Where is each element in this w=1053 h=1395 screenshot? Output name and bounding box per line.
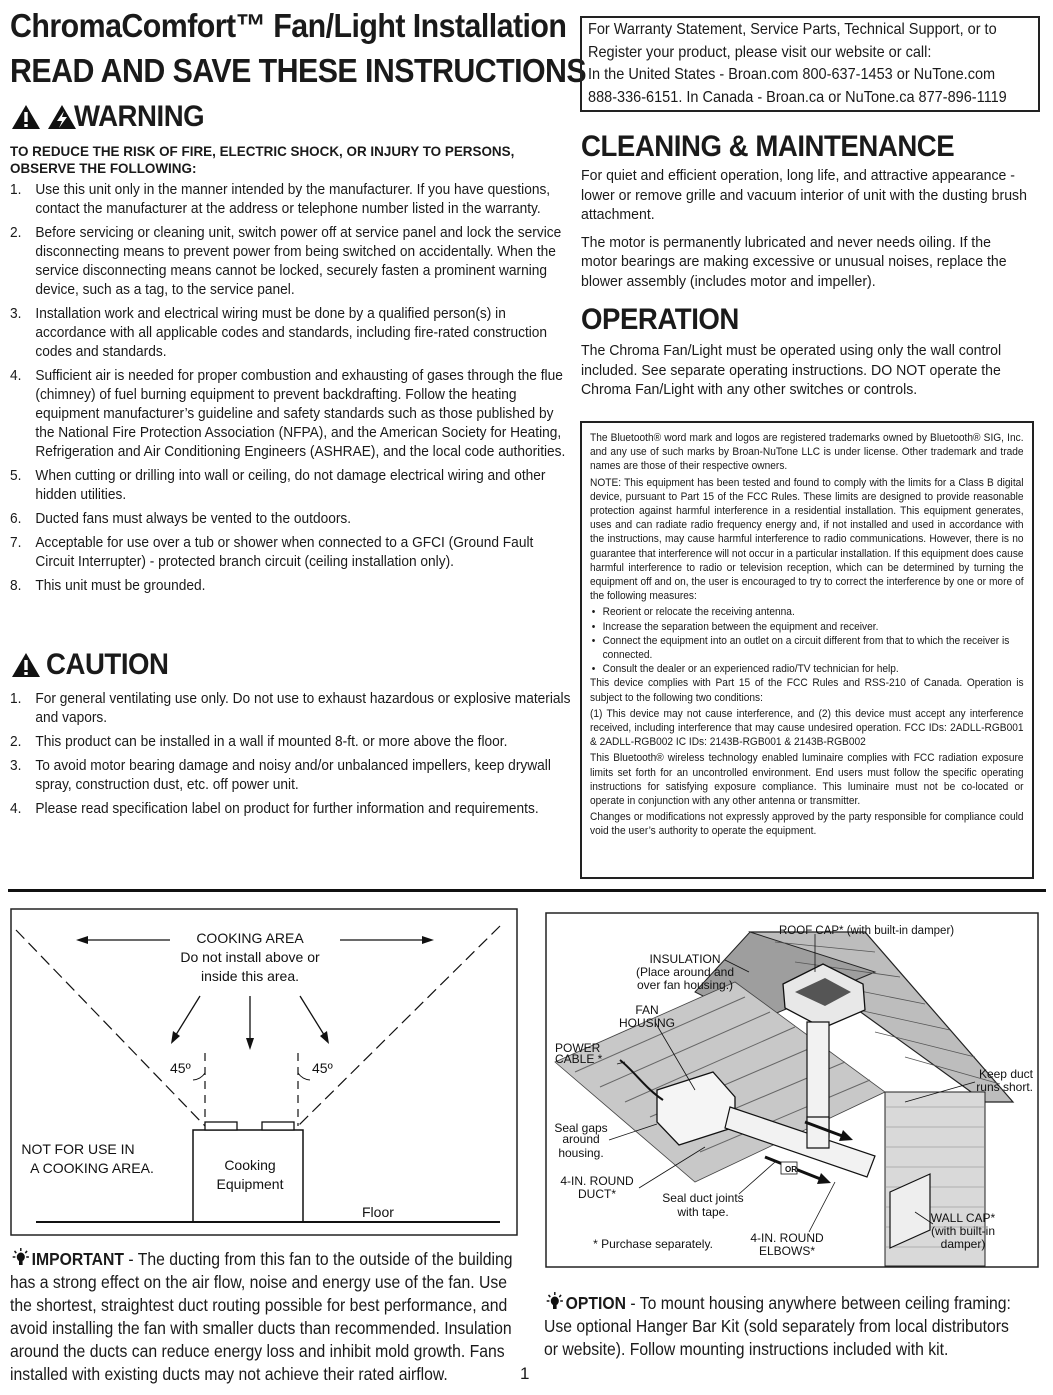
or-label: OR xyxy=(785,1165,797,1174)
seal-joints-label-2: with tape. xyxy=(677,1205,729,1219)
option-line-2: Use optional Hanger Bar Kit (sold separately from local distributors xyxy=(544,1316,1009,1336)
keep-duct-label-2: runs short. xyxy=(976,1080,1033,1094)
important-line-1 xyxy=(10,1248,514,1271)
warning-item xyxy=(10,181,573,219)
warning-item-text: When cutting or drilling into wall or ceiling, do not damage electrical wiring and other hidden utilities. xyxy=(35,468,546,503)
fcc-trademark: The Bluetooth® word mark and logos are registered trademarks owned by Bluetooth® SIG, Inc. and any use of such marks by Broan-NuTone LLC is under license. Other trademark and trade names are those of their respective owners. xyxy=(590,432,1024,473)
warning-item-number: 6. xyxy=(10,511,22,527)
elbows-label-2: ELBOWS* xyxy=(758,1244,816,1258)
seal-joints-label: Seal duct joints xyxy=(662,1191,744,1205)
document-title: ChromaComfort™ Fan/Light Installation xyxy=(10,7,567,44)
fcc-changes: Changes or modifications not expressly approved by the party responsible for compliance could void the user’s authority to operate the equipment. xyxy=(590,811,1024,838)
warning-section xyxy=(10,100,566,601)
elbows-label: 4-IN. ROUND xyxy=(750,1231,824,1245)
equipment-label-2: Equipment xyxy=(216,1176,284,1192)
caution-item-number: 1. xyxy=(10,691,22,707)
cleaning-para-2: The motor is permanently lubricated and never needs oiling. If the motor bearings are making excessive or unusual noises, replace the blower assembly (includes motor and impeller). xyxy=(581,233,1007,290)
caution-item-number: 2. xyxy=(10,734,22,750)
fcc-compliance: This device complies with Part 15 of the FCC Rules and RSS-210 of Canada. Operation is subject to the following two conditions: xyxy=(590,677,1024,704)
angle-right-label: 45º xyxy=(312,1060,333,1076)
fcc-note: NOTE: This equipment has been tested and found to comply with the limits for a Class B digital device, pursuant to Part 15 of the FCC Rules. These limits are designed to provide reasonable protection against harmful interference in a residential installation. This equipment generates, uses and can radiate radio frequency energy and, if not installed and used in accordance with the instructions, may cause harmful interference to radio communications. However, there is no guarantee that interference will not occur in a particular installation. If this equipment does cause harmful interference to radio or television reception, which can be determined by turning the equipment off and on, the user is encouraged to try to correct the interference by one or more of the following measures: xyxy=(590,476,1024,603)
caution-item xyxy=(10,800,573,819)
warning-item-text: Before servicing or cleaning unit, switch power off at service panel and lock the service disconnecting means to prevent power from being switched on accidentally. When the service disconnecting means cannot be locked, securely fasten a prominent warning device, such as a tag, to the service panel. xyxy=(35,225,562,298)
cleaning-heading: CLEANING & MAINTENANCE xyxy=(581,130,955,163)
option-text: - To mount housing anywhere between ceiling framing: xyxy=(625,1293,1011,1313)
cleaning-section xyxy=(581,130,1031,299)
contact-line: 888-336-6151. In Canada - Broan.ca or NuTone.ca 877-896-1119 xyxy=(588,88,1007,106)
not-for-use-label-2: A COOKING AREA. xyxy=(30,1160,154,1176)
purchase-label: * Purchase separately. xyxy=(593,1237,713,1251)
warning-item-number: 1. xyxy=(10,182,22,198)
important-line-4: avoid installing the fan with smaller ducts than recommended. Insulation xyxy=(10,1318,512,1338)
fcc-measure: • Reorient or relocate the receiving antenna. xyxy=(590,605,1036,619)
warning-item-number: 7. xyxy=(10,535,22,551)
fcc-measure: • Consult the dealer or an experienced radio/TV technician for help. xyxy=(590,662,1036,676)
caution-heading xyxy=(10,648,550,682)
installation-diagram xyxy=(545,912,1039,1268)
insulation-label-2: (Place around and xyxy=(635,965,735,979)
warning-item xyxy=(10,467,573,505)
warning-item-text: This unit must be grounded. xyxy=(35,578,206,594)
cooking-area-diagram xyxy=(10,908,518,1236)
caution-item-number: 3. xyxy=(10,758,22,774)
warning-item-number: 2. xyxy=(10,225,22,241)
caution-item-number: 4. xyxy=(10,801,22,817)
seal-gaps-label: Seal gaps xyxy=(554,1121,608,1135)
document-subtitle: READ AND SAVE THESE INSTRUCTIONS xyxy=(10,52,587,89)
warning-heading-text: WARNING xyxy=(74,100,205,133)
caution-triangle-icon xyxy=(10,651,42,679)
section-divider xyxy=(8,889,1046,892)
fcc-measure: • Increase the separation between the equipment and receiver. xyxy=(590,620,1036,634)
caution-item-text: This product can be installed in a wall if mounted 8-ft. or more above the floor. xyxy=(35,734,508,750)
warning-item xyxy=(10,577,573,596)
important-label: IMPORTANT xyxy=(31,1249,125,1269)
warning-item xyxy=(10,367,573,462)
fcc-measures xyxy=(590,605,1024,676)
warning-subheading: TO REDUCE THE RISK OF FIRE, ELECTRIC SHOCK, OR INJURY TO PERSONS, OBSERVE THE FOLLOWING: xyxy=(10,143,515,176)
fan-housing-label-2: HOUSING xyxy=(618,1016,676,1030)
fcc-measure: • Connect the equipment into an outlet on a circuit different from that to which the receiver is connected. xyxy=(590,634,1036,662)
caution-section xyxy=(10,648,571,824)
warning-item-text: Installation work and electrical wiring must be done by a qualified person(s) in accordance with all applicable codes and standards, including fire-rated construction codes and standards. xyxy=(35,306,548,360)
important-line-6: installed with existing ducts may not achieve their rated airflow. xyxy=(10,1364,448,1384)
warning-heading xyxy=(10,100,550,134)
contact-line: For Warranty Statement, Service Parts, Technical Support, or to xyxy=(588,21,997,38)
option-line-1 xyxy=(544,1292,1011,1315)
important-line-3: the shortest, straightest duct routing possible for best performance, and xyxy=(10,1295,508,1315)
caution-heading-text: CAUTION xyxy=(46,648,169,681)
fcc-conditions: (1) This device may not cause interference, and (2) this device must accept any interference received, including interference that may cause undesired operation. FCC IDs: 2ADLL-RGB001 & 2ADLL-RGB002 IC IDs: 2143B-RGB001 & 2143B-RGB002 xyxy=(590,707,1024,749)
warning-item-number: 3. xyxy=(10,306,22,322)
roof-cap-label: ROOF CAP* (with built-in damper) xyxy=(779,925,955,937)
warning-item-text: Acceptable for use over a tub or shower when connected to a GFCI (Ground Fault Circuit Interrupter) - protected branch circuit (ceiling installation only). xyxy=(35,535,534,570)
fcc-exposure: This Bluetooth® wireless technology enabled luminaire complies with FCC radiation exposure limits set forth for an uncontrolled environment. End users must follow the specific operating instructions for satisfying exposure compliance. This luminaire must not be co-located or operate in conjunction with any other antenna or transmitter. xyxy=(590,752,1024,808)
wall-cap-label-3: damper) xyxy=(940,1237,986,1251)
cooking-area-warning-2: inside this area. xyxy=(200,968,300,984)
operation-para: The Chroma Fan/Light must be operated using only the wall control included. See separate operating instructions. DO NOT operate the Chroma Fan/Light with any other switches or controls. xyxy=(581,342,1002,398)
contact-box xyxy=(580,16,1040,112)
wall-cap-label: WALL CAP* xyxy=(930,1211,996,1225)
seal-gaps-label-3: housing. xyxy=(558,1146,604,1160)
page-number: 1 xyxy=(520,1364,530,1383)
operation-section xyxy=(581,303,1031,408)
important-line-2: has a strong effect on the air flow, noise and energy use of the fan. Use xyxy=(10,1272,508,1292)
cleaning-para-1: For quiet and efficient operation, long life, and attractive appearance - lower or remove grille and vacuum interior of unit with the dusting brush attachment. xyxy=(581,167,1027,223)
caution-item xyxy=(10,733,573,752)
elbow-shape xyxy=(807,1117,829,1148)
warning-triangle-icon xyxy=(10,103,42,131)
burner-left xyxy=(205,1122,237,1130)
important-note xyxy=(10,1248,570,1386)
angle-left-label: 45º xyxy=(170,1060,191,1076)
fcc-notice-box xyxy=(580,421,1034,879)
lightbulb-icon xyxy=(10,1248,32,1268)
seal-gaps-label-2: around xyxy=(562,1132,600,1146)
important-line-5: around the ducts can reduce energy loss and inhibit mold growth. Fans xyxy=(10,1341,505,1361)
fan-housing-label: FAN xyxy=(635,1003,659,1017)
caution-item-text: For general ventilating use only. Do not use to exhaust hazardous or explosive materials and vapors. xyxy=(35,691,571,726)
important-text: - The ducting from this fan to the outside of the building xyxy=(124,1249,513,1269)
not-for-use-label: NOT FOR USE IN xyxy=(21,1141,135,1157)
option-line-3: or website). Follow mounting instructions included with kit. xyxy=(544,1339,949,1359)
option-label: OPTION xyxy=(565,1293,626,1313)
warning-item xyxy=(10,305,573,362)
floor-label: Floor xyxy=(362,1204,394,1220)
caution-list xyxy=(10,690,571,819)
contact-line: Register your product, please visit our website or call: xyxy=(588,43,932,61)
power-cable-label-2: CABLE * xyxy=(555,1052,603,1066)
caution-item-text: Please read specification label on product for further information and requirements. xyxy=(35,801,539,817)
lightbulb-icon xyxy=(544,1292,566,1312)
keep-duct-label: Keep duct xyxy=(978,1067,1033,1081)
option-note xyxy=(544,1292,1044,1361)
cooking-area-label: COOKING AREA xyxy=(196,930,304,946)
warning-item xyxy=(10,510,573,529)
round-duct-label-2: DUCT* xyxy=(578,1187,616,1201)
cooking-area-warning: Do not install above or xyxy=(180,949,320,965)
burner-right xyxy=(262,1122,294,1130)
equipment-label: Cooking xyxy=(224,1157,276,1173)
warning-item xyxy=(10,534,573,572)
warning-item-text: Ducted fans must always be vented to the outdoors. xyxy=(35,511,352,527)
insulation-label: INSULATION xyxy=(649,952,721,966)
warning-item-number: 5. xyxy=(10,468,22,484)
warning-item-text: Use this unit only in the manner intended by the manufacturer. If you have questions, contact the manufacturer at the address or telephone number listed in the warranty. xyxy=(35,182,551,217)
warning-item-number: 8. xyxy=(10,578,22,594)
caution-item xyxy=(10,690,573,728)
warning-item xyxy=(10,224,573,300)
caution-item-text: To avoid motor bearing damage and noisy and/or unbalanced impellers, keep drywall spray, construction dust, etc. off power unit. xyxy=(35,758,551,793)
insulation-label-3: over fan housing.) xyxy=(636,978,734,992)
operation-heading: OPERATION xyxy=(581,303,739,336)
document-header xyxy=(10,6,587,91)
warning-list xyxy=(10,181,566,596)
round-duct-label: 4-IN. ROUND xyxy=(560,1174,634,1188)
caution-item xyxy=(10,757,573,795)
wall-cap-label-2: (with built-in xyxy=(930,1224,996,1238)
contact-line: In the United States - Broan.com 800-637-1453 or NuTone.com xyxy=(588,66,996,83)
warning-item-text: Sufficient air is needed for proper combustion and exhausting of gases through the flue (chimney) of fuel burning equipment to prevent backdrafting. Follow the heating equipment manufacturer’s guideline and safety standards such as those published by the National Fire Protection Association (NFPA), and the American Society for Heating, Refrigeration and Air Conditioning Engineers (ASHRAE), and the local code authorities. xyxy=(35,368,566,460)
power-cable-label: POWER xyxy=(555,1041,601,1055)
warning-item-number: 4. xyxy=(10,368,22,384)
